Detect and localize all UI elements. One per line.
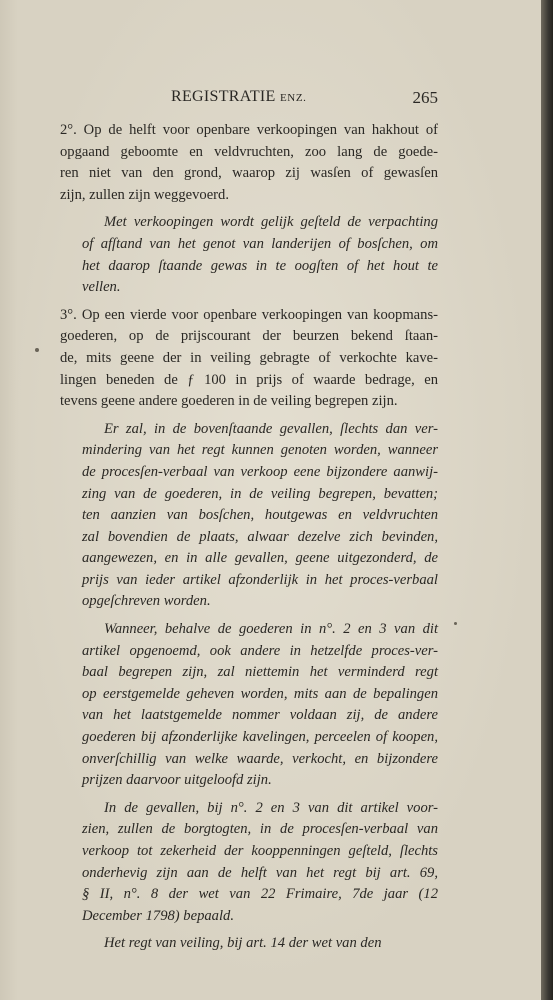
text-line: Er zal, in de bovenſtaande gevallen, ſlechts dan ver- — [104, 420, 438, 437]
margin-speck — [454, 622, 457, 625]
text-line: December 1798) bepaald. — [82, 907, 234, 924]
text-line: lingen beneden de ƒ 100 in prijs of waarde bedrage, en — [60, 371, 438, 388]
text-line: aangewezen, en in alle gevallen, geene uitgezonderd, de — [82, 550, 438, 567]
text-line: prijs van ieder artikel afzonderlijk in het proces-verbaal — [82, 571, 438, 588]
numbered-paragraph — [60, 120, 438, 206]
text-line: of afſtand van het genot van landerijen of bosſchen, om — [82, 235, 438, 252]
text-line: opgeſchreven worden. — [82, 593, 211, 610]
text-line: opgaand geboomte en veldvruchten, zoo lang de goede- — [60, 143, 438, 160]
text-line: baal begrepen zijn, zal niettemin het verminderd regt — [82, 664, 438, 681]
italic-note-paragraph — [60, 419, 438, 613]
text-line: § II, n°. 8 der wet van 22 Frimaire, 7de jaar (12 — [82, 886, 438, 903]
text-line: zien, zullen de borgtogten, in de procesſen-verbaal van — [82, 821, 438, 838]
text-line: 2°. Op de helft voor openbare verkoopingen van hakhout of — [60, 122, 438, 138]
italic-note-paragraph — [60, 212, 438, 298]
text-line: goederen bij afzonderlijke kavelingen, perceelen of koopen, — [82, 729, 438, 746]
page-number: 265 — [412, 88, 438, 107]
text-line: zijn, zullen zijn weggevoerd. — [60, 186, 229, 203]
text-line: verkoop tot zekerheid der kooppenningen geſteld, ſlechts — [82, 843, 438, 859]
margin-speck — [35, 348, 39, 352]
running-head: REGISTRATIE ENZ. — [171, 88, 307, 105]
text-line: onverſchillig van welke waarde, verkocht, en bijzondere — [82, 750, 438, 767]
text-line: onderhevig zijn aan de helft van het regt bij art. 69, — [82, 864, 438, 881]
italic-note-paragraph — [60, 798, 438, 928]
text-line: prijzen daarvoor uitgeloofd zijn. — [82, 772, 272, 789]
text-line: mindering van het regt kunnen genoten worden, wanneer — [82, 442, 438, 459]
body-text — [60, 120, 438, 961]
text-line: het daarop ſtaande gewas in te oogſten of het hout te — [82, 257, 438, 274]
text-line: zing van de goederen, in de veiling begrepen, bevatten; — [82, 485, 438, 502]
text-line: tevens geene andere goederen in de veiling begrepen zijn. — [60, 393, 398, 410]
text-line: de procesſen-verbaal van verkoop eene bijzondere aanwij- — [82, 463, 438, 480]
text-line: 3°. Op een vierde voor openbare verkoopingen van koopmans- — [60, 306, 438, 323]
text-line: goederen, op de prijscourant der beurzen bekend ſtaan- — [60, 328, 438, 345]
text-line: Met verkoopingen wordt gelijk geſteld de verpachting — [104, 214, 438, 231]
numbered-paragraph — [60, 305, 438, 413]
text-line: van het laatstgemelde nommer voldaan zij, de andere — [82, 707, 438, 724]
text-line: vellen. — [82, 279, 121, 296]
italic-note-paragraph — [60, 933, 438, 955]
text-line: Het regt van veiling, bij art. 14 der wet van den — [104, 935, 382, 952]
text-line: ren niet van den grond, waarop zij wasſen of gewasſen — [60, 165, 438, 182]
book-gutter — [541, 0, 553, 1000]
text-line: artikel opgenoemd, ook andere in hetzelfde proces-ver- — [82, 642, 438, 659]
italic-note-paragraph — [60, 619, 438, 792]
text-line: op eerstgemelde geheven worden, mits aan de bepalingen — [82, 685, 438, 702]
text-line: Wanneer, behalve de goederen in n°. 2 en 3 van dit — [104, 621, 438, 638]
text-line: de, mits geene der in veiling gebragte of verkochte kave- — [60, 349, 438, 366]
text-line: zal bovendien de plaats, alwaar dezelve zich bevinden, — [82, 528, 438, 545]
page-header — [60, 88, 438, 110]
text-line: In de gevallen, bij n°. 2 en 3 van dit artikel voor- — [104, 799, 438, 816]
text-line: ten aanzien van bosſchen, houtgewas en veldvruchten — [82, 507, 438, 524]
